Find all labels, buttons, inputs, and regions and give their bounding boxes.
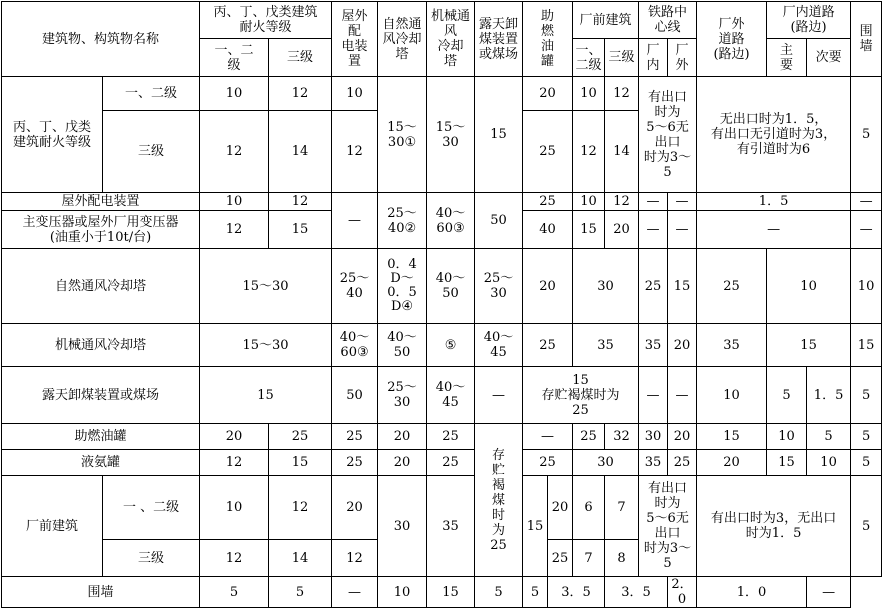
table-cell: 25 xyxy=(697,249,767,324)
table-cell: 1．5 xyxy=(697,193,851,211)
table-cell: 15 xyxy=(851,324,882,367)
table-cell: 5 xyxy=(807,424,851,450)
header-front-building: 厂前建筑 xyxy=(573,2,639,39)
table-cell: 25 xyxy=(332,424,378,450)
table-cell: 15 xyxy=(427,577,475,608)
table-cell: 15 xyxy=(767,450,807,476)
table-cell: 40～45 xyxy=(475,324,523,367)
table-cell: 40～50 xyxy=(427,249,475,324)
table-cell: — xyxy=(668,367,697,424)
table-cell: 12 xyxy=(573,111,605,193)
row-label: 三级 xyxy=(103,540,200,577)
table-cell: 25 xyxy=(523,450,573,476)
table-cell: 2．0 xyxy=(668,577,697,608)
table-cell: 12 xyxy=(605,193,639,211)
header-outer-road: 厂外 道路 (路边) xyxy=(697,2,767,77)
table-cell: 10 xyxy=(200,77,269,111)
table-cell: 10 xyxy=(573,193,605,211)
row-group-building: 丙、丁、戊类 建筑耐火等级 xyxy=(2,77,103,193)
table-cell: 20 xyxy=(378,450,427,476)
table-cell: 7 xyxy=(605,476,639,540)
table-cell: 10 xyxy=(697,367,767,424)
table-cell: 10 xyxy=(573,77,605,111)
table-cell: 25 xyxy=(639,249,668,324)
table-cell: 10 xyxy=(767,249,851,324)
table-cell: 25 xyxy=(668,450,697,476)
table-cell: — xyxy=(639,367,668,424)
table-cell: — xyxy=(332,193,378,249)
row-label: 机械通风冷却塔 xyxy=(2,324,200,367)
table-cell: 3．5 xyxy=(548,577,605,608)
header-fire-rating-group: 丙、丁、戊类建筑 耐火等级 xyxy=(200,2,332,39)
table-cell: 5 xyxy=(475,577,523,608)
header-coal-yard: 露天卸 煤装置 或煤场 xyxy=(475,2,523,77)
table-cell: 15 存贮褐煤时为 25 xyxy=(523,367,639,424)
table-cell: 有出口时为3，无出口 时为1．5 xyxy=(697,476,851,577)
table-cell: 5 xyxy=(851,476,882,577)
table-cell: 30 xyxy=(573,249,639,324)
header-c-grade3: 三级 xyxy=(269,39,332,77)
table-cell: 40～50 xyxy=(378,324,427,367)
table-cell: 15 xyxy=(269,211,332,249)
table-cell: 32 xyxy=(605,424,639,450)
header-railway: 铁路中 心线 xyxy=(639,2,697,39)
table-cell: 12 xyxy=(269,77,332,111)
table-cell: 12 xyxy=(200,450,269,476)
table-cell: 15 xyxy=(523,476,548,577)
table-cell: 25～30 xyxy=(378,367,427,424)
table-cell: 12 xyxy=(605,77,639,111)
header-wall: 围 墙 xyxy=(851,2,882,77)
table-cell: 25 xyxy=(269,424,332,450)
table-cell: 20 xyxy=(200,424,269,450)
table-cell: 7 xyxy=(573,540,605,577)
header-c-grade12: 一、二 级 xyxy=(200,39,269,77)
table-cell: 35 xyxy=(573,324,639,367)
table-cell: — xyxy=(668,211,697,249)
table-cell: — xyxy=(697,211,851,249)
table-cell: 5 xyxy=(851,424,882,450)
table-cell: 20 xyxy=(332,476,378,540)
table-cell: 5 xyxy=(851,450,882,476)
table-cell: — xyxy=(639,193,668,211)
table-cell: 30 xyxy=(639,424,668,450)
row-label: 一 、二级 xyxy=(103,476,200,540)
row-label: 助燃油罐 xyxy=(2,424,200,450)
table-cell: 50 xyxy=(332,367,378,424)
table-cell: 15 xyxy=(767,324,851,367)
table-cell: — xyxy=(523,424,573,450)
table-cell: 12 xyxy=(332,111,378,193)
table-cell: 5 xyxy=(523,577,548,608)
table-cell: 12 xyxy=(200,211,269,249)
table-cell: 20 xyxy=(668,324,697,367)
header-front-grade12: 一、 二级 xyxy=(573,39,605,77)
table-cell: 20 xyxy=(378,424,427,450)
table-cell: 25 xyxy=(523,111,573,193)
table-cell: 14 xyxy=(269,540,332,577)
table-cell: 15 xyxy=(697,424,767,450)
table-cell: 30 xyxy=(573,450,639,476)
table-cell: 12 xyxy=(200,540,269,577)
table-cell: 15 xyxy=(269,450,332,476)
table-cell: 35 xyxy=(639,450,668,476)
table-cell: 14 xyxy=(605,111,639,193)
header-inner-road: 厂内道路 (路边) xyxy=(767,2,851,39)
table-cell: 12 xyxy=(269,193,332,211)
table-cell: 5 xyxy=(851,77,882,193)
table-cell: 10 xyxy=(851,249,882,324)
row-group-front-building: 厂前建筑 xyxy=(2,476,103,577)
header-mechanical-tower: 机械通风 冷却 塔 xyxy=(427,2,475,77)
table-cell: 14 xyxy=(269,111,332,193)
row-label: 液氨罐 xyxy=(2,450,200,476)
header-road-main: 主 要 xyxy=(767,39,807,77)
table-cell: 25～ 40② xyxy=(378,193,427,249)
table-cell: 20 xyxy=(523,77,573,111)
table-cell: 35 xyxy=(427,476,475,577)
header-front-grade3: 三级 xyxy=(605,39,639,77)
table-cell: 5 xyxy=(200,577,269,608)
table-cell: — xyxy=(639,211,668,249)
table-cell: 无出口时为1．5， 有出口无引道时为3， 有引道时为6 xyxy=(697,77,851,193)
table-cell: 25 xyxy=(332,450,378,476)
table-cell: — xyxy=(475,367,523,424)
row-label: 主变压器或屋外厂用变压器 (油重小于10t/台) xyxy=(2,211,200,249)
table-cell: 50 xyxy=(475,193,523,249)
table-cell: 10 xyxy=(767,424,807,450)
table-cell: 25～30 xyxy=(475,249,523,324)
header-road-secondary: 次要 xyxy=(807,39,851,77)
table-cell: 12 xyxy=(269,476,332,540)
table-cell: — xyxy=(851,193,882,211)
table-cell: 有出口 时为 5～6无 出口 时为3～ 5 xyxy=(639,476,697,577)
table-cell: 10 xyxy=(332,77,378,111)
table-cell: — xyxy=(332,577,378,608)
table-cell: 15～30 xyxy=(200,249,332,324)
table-cell: 15 xyxy=(668,249,697,324)
table-cell: 5 xyxy=(269,577,332,608)
table-cell: 10 xyxy=(200,193,269,211)
table-cell: 25 xyxy=(427,424,475,450)
table-cell: 20 xyxy=(605,211,639,249)
row-label: 自然通风冷却塔 xyxy=(2,249,200,324)
table-cell: 35 xyxy=(639,324,668,367)
table-cell: 12 xyxy=(200,111,269,193)
table-cell: 20 xyxy=(697,450,767,476)
table-cell: 15～ 30① xyxy=(378,77,427,193)
table-cell: 1．0 xyxy=(697,577,807,608)
row-label: 围墙 xyxy=(2,577,200,608)
table-cell: — xyxy=(668,193,697,211)
table-cell: — xyxy=(851,211,882,249)
table-cell: — xyxy=(807,577,851,608)
table-cell: 10 xyxy=(378,577,427,608)
table-cell: 12 xyxy=(332,540,378,577)
table-cell: 30 xyxy=(378,476,427,577)
table-cell: 8 xyxy=(605,540,639,577)
table-cell: 10 xyxy=(200,476,269,540)
table-cell: 25 xyxy=(573,424,605,450)
row-label: 屋外配电装置 xyxy=(2,193,200,211)
header-natural-tower: 自然通 风冷却 塔 xyxy=(378,2,427,77)
table-cell: 25 xyxy=(548,540,573,577)
header-rail-inner: 厂 内 xyxy=(639,39,668,77)
table-cell: 15 xyxy=(475,77,523,193)
table-cell: 25～40 xyxy=(332,249,378,324)
table-cell: 20 xyxy=(668,424,697,450)
row-label: 三级 xyxy=(103,111,200,193)
table-cell: 25 xyxy=(427,450,475,476)
header-name: 建筑物、构筑物名称 xyxy=(2,2,200,77)
table-cell: 20 xyxy=(523,249,573,324)
table-cell: 存 贮 褐 煤 时 为 25 xyxy=(475,424,523,577)
table-cell: 6 xyxy=(573,476,605,540)
table-cell: 40 xyxy=(523,211,573,249)
header-fuel-tank: 助 燃 油 罐 xyxy=(523,2,573,77)
table-cell: 15 xyxy=(573,211,605,249)
table-cell: 3．5 xyxy=(605,577,668,608)
spacing-table xyxy=(1,1,882,608)
table-cell: 15 xyxy=(200,367,332,424)
table-cell: 40～ 60③ xyxy=(427,193,475,249)
table-cell: 40～ 60③ xyxy=(332,324,378,367)
table-cell: 5 xyxy=(767,367,807,424)
table-cell: 15～30 xyxy=(427,77,475,193)
table-cell: 有出口 时为 5～6无 出口 时为3～ 5 xyxy=(639,77,697,193)
table-cell: 25 xyxy=(523,324,573,367)
table-cell: 15～30 xyxy=(200,324,332,367)
table-cell: 25 xyxy=(523,193,573,211)
table-cell: 35 xyxy=(697,324,767,367)
table-cell: 40～45 xyxy=(427,367,475,424)
table-cell: 1．5 xyxy=(807,367,851,424)
table-cell: ⑤ xyxy=(427,324,475,367)
table-cell: 10 xyxy=(807,450,851,476)
table-cell: 0．4 D～ 0．5 D④ xyxy=(378,249,427,324)
table-cell: 5 xyxy=(851,367,882,424)
header-rail-outer: 厂 外 xyxy=(668,39,697,77)
header-outdoor-switchgear: 屋外 配 电装 置 xyxy=(332,2,378,77)
table-cell: 20 xyxy=(548,476,573,540)
row-label: 露天卸煤装置或煤场 xyxy=(2,367,200,424)
row-label: 一、二级 xyxy=(103,77,200,111)
